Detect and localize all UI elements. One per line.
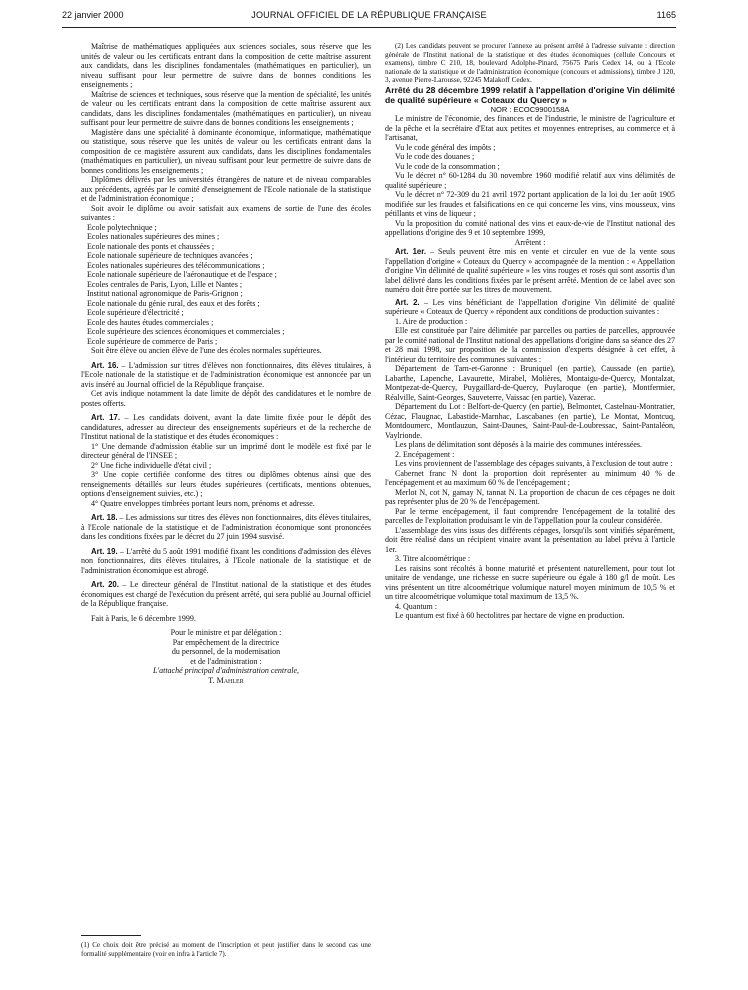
paragraph: Les vins proviennent de l'assemblage des cépages suivants, à l'exclusion de tout autre : (395, 459, 673, 469)
article-2: Art. 2. – Les vins bénéficiant de l'appellation d'origine Vin délimité de qualité supérieure « Coteaux de Quercy » répondent aux conditions de production suivantes : (385, 297, 675, 317)
list-item: Ecole polytechnique ; (87, 222, 157, 232)
signatory-name: T. Mahler (208, 675, 244, 685)
arretent-heading: Arrêtent : (514, 237, 546, 247)
paragraph: Soit être élève ou ancien élève de l'une des écoles normales supérieures. (91, 346, 322, 355)
article-label: Art. 20. (91, 580, 119, 589)
article-label: Art. 18. (91, 513, 118, 522)
signature-title: L'attaché principal d'administration centrale, (152, 666, 300, 675)
signature-line: Par empêchement de la directrice (172, 637, 280, 647)
note: (2) Les candidats peuvent se procurer l'annexe au présent arrêté à l'adresse suivante : direction générale de l'Institut national de la statistique et des études économiques (cellule Concours et examens), timbre C 210, 18, boulevard Adolphe-Pinard, 75675 Paris Cedex 14, ou à l'Ecole nationale de la statistique et de l'administration économique (concours et admissions), timbre J 120, 3, avenue Pierre-Larousse, 92245 Malakoff Cedex. (385, 42, 675, 85)
list-item: Ecole supérieure de commerce de Paris ; (87, 336, 218, 346)
paragraph: Vu le décret n° 60-1284 du 30 novembre 1960 modifié relatif aux vins délimités de qualité supérieure ; (385, 171, 675, 190)
paragraph: Cet avis indique notamment la date limite de dépôt des candidatures et le nombre de postes offerts. (81, 389, 371, 408)
article-1: Art. 1er. – Seuls peuvent être mis en vente et circuler en vue de la vente sous l'appellation d'origine « Coteaux du Quercy » accompagnée de la mention : « Appellation d'origine Vin délimité de qualité supérieure » les vins rouges et rosés qui sont assortis d'un label délivré dans les conditions fixées par le présent arrêté. Mention de ce label avec son numéro doit être portée sur les titres de mouvement. (385, 247, 675, 295)
page-header (62, 10, 676, 24)
list-item: Ecole nationale du génie rural, des eaux et des forêts ; (87, 298, 260, 308)
paragraph: Département du Lot : Belfort-de-Quercy (en partie), Belmontet, Castelnau-Montratier, Cézac, Flaugnac, Labastide-Marnhac, Lascabanes (en partie), Le Montat, Montcuq, Montdoumerc, Montlauzun, Saint-Daunes, Saint-Paul-de-Loubressac, Saint-Pantaléon, Vaylrionde. (385, 402, 675, 440)
footnote-rule (81, 935, 141, 936)
list-item: Ecole des hautes études commerciales ; (87, 317, 214, 327)
paragraph: Les raisins sont récoltés à bonne maturité et présentent naturellement, pour tout lot unitaire de vendange, une richesse en sucre supérieure ou égale à 180 g/l de moût. Les vins présentent un titre alcoométrique volumique naturel moyen minimum de 10,5 % et un titre alcoométrique volumique total maximum de 13,5 %. (385, 563, 675, 602)
paragraph: Elle est constituée par l'aire délimitée par parcelles ou parties de parcelles, approuvée par le comité national de l'Institut national des appellations d'origine dans sa séance des 27 et 28 mai 1998, sur proposition de la commission d'experts désignée à cet effet, à l'intérieur du territoire des communes suivantes : (385, 326, 675, 364)
left-column (81, 42, 371, 685)
list-item: Ecole nationale des ponts et chaussées ; (87, 241, 215, 251)
paragraph: 4° Quatre enveloppes timbrées portant leurs nom, prénoms et adresse. (91, 498, 315, 508)
article-20: Art. 20. – Le directeur général de l'Institut national de la statistique et des études économiques est chargé de l'exécution du présent arrêté, qui sera publié au Journal officiel de la République française. (81, 580, 372, 608)
paragraph: Par le terme encépagement, il faut comprendre l'encépagement de la totalité des parcelles de l'exploitation produisant le vin de l'appellation pour la couleur considérée. (385, 506, 675, 526)
paragraph: Vu le décret n° 72-309 du 21 avril 1972 portant application de la loi du 1er août 1905 modifiée sur les fraudes et falsifications en ce qui concerne les vins, vins mousseux, vins pétillants et vins de liqueur ; (385, 190, 675, 219)
section-heading: 2. Encépagement : (395, 449, 455, 459)
paragraph: 3° Une copie certifiée conforme des titres ou diplômes obtenus ainsi que des renseignements détaillés sur leurs études supérieures (certificats, mentions obtenues, options d'enseignement suivies, etc.) ; (81, 470, 371, 498)
paragraph: Vu le code des douanes ; (395, 152, 475, 162)
paragraph: Maîtrise de mathématiques appliquées aux sciences sociales, sous réserve que les unités de valeur ou les certificats entrant dans la composition de cette maîtrise assurent aux candidats, dans les disciplines fondamentales (mathématiques en particulier), un niveau suffisant pour leur permettre de suivre dans de bonnes conditions les enseignements ; (81, 42, 371, 89)
page-number: 1165 (656, 10, 676, 20)
list-item: Ecoles nationales supérieures des mines ; (87, 232, 220, 241)
paragraph: Soit avoir le diplôme ou avoir satisfait aux examens de sortie de l'une des écoles suivantes : (81, 203, 371, 222)
article-17: Art. 17. – Les candidats doivent, avant la date limite fixée pour le dépôt des candidatures, adresser au directeur des enseignements supérieurs et de la recherche de l'Institut national de la statistique et des études économiques : (81, 413, 371, 441)
paragraph: Département de Tarn-et-Garonne : Bruniquel (en partie), Caussade (en partie), Labarthe, Lapenche, Lavaurette, Mirabel, Molières, Montaigu-de-Quercy, Montalzat, Montpezat-de-Quercy, Puygaillard-de-Quercy, Puylaroque (en partie), Montfermier, Réalville, Saint-Georges, Sauveterre, Vaissac (en partie), Vazerac. (385, 364, 675, 402)
list-item: Ecoles nationales supérieures des télécommunications ; (87, 260, 265, 270)
signature-line: du personnel, de la modernisation (171, 647, 281, 656)
list-item: Ecole supérieure d'électricité ; (87, 308, 184, 317)
paragraph: Merlot N, cot N, gamay N, tannat N. La proportion de chacun de ces cépages ne doit pas représenter plus de 20 % de l'encépagement. (385, 487, 675, 507)
paragraph: Le ministre de l'économie, des finances et de l'industrie, le ministre de l'agriculture et de la pêche et la secrétaire d'Etat aux petites et moyennes entreprises, au commerce et à l'artisanat, (385, 114, 675, 143)
date-line: Fait à Paris, le 6 décembre 1999. (91, 613, 196, 623)
nor-reference: NOR : ECOC9900158A (490, 104, 570, 114)
schools-list (81, 223, 371, 347)
list-item: Ecole nationale supérieure de l'aéronautique et de l'espace ; (87, 270, 277, 279)
article-19: Art. 19. – L'arrêté du 5 août 1991 modifié fixant les conditions d'admission des élèves non fonctionnaires, dits élèves titulaires, à l'Ecole nationale de la statistique et de l'administration économique est abrogé. (81, 546, 372, 575)
paragraph: Magistère dans une spécialité à dominante économique, informatique, mathématique ou statistique, sous réserve que les unités de valeur ou les certificats entrant dans la composition de ce magistère assurent aux candidats, dans les disciplines fondamentales (mathématiques en particulier), un niveau suffisant pour leur permettre de suivre dans de bonnes conditions les enseignements ; (81, 127, 371, 175)
article-label: Art. 1er. (395, 247, 427, 257)
paragraph: Maîtrise de sciences et techniques, sous réserve que la mention de spécialité, les unités de valeur ou les certificats entrant dans la composition de cette maîtrise assurent aux candidats, dans les disciplines fondamentales (mathématiques en particulier), un niveau suffisant pour leur permettre de suivre dans de bonnes conditions les enseignements ; (81, 89, 371, 127)
paragraph: Vu le code général des impôts ; (395, 142, 496, 152)
article-18: Art. 18. – Les admissions sur titres des élèves non fonctionnaires, dits élèves titulaires, à l'Ecole nationale de la statistique et de l'administration économique sont prononcées dans les conditions fixées par le décret du 27 juin 1994 susvisé. (81, 513, 371, 541)
header-rule (62, 27, 676, 28)
article-label: Art. 2. (395, 297, 420, 307)
paragraph: Vu le code de la consommation ; (395, 161, 500, 171)
list-item: Ecoles centrales de Paris, Lyon, Lille et Nantes ; (87, 279, 243, 289)
paragraph: Vu la proposition du comité national des vins et eaux-de-vie de l'Institut national des appellations d'origine des 9 et 10 septembre 1999, (385, 218, 675, 238)
list-item: Ecole supérieure des sciences économiques et commerciales ; (87, 327, 285, 336)
list-item: Ecole nationale supérieure de techniques avancées ; (87, 251, 253, 260)
paragraph: 2° Une fiche individuelle d'état civil ; (91, 460, 212, 470)
signature-line: et de l'administration : (190, 656, 262, 666)
article-label: Art. 16. (91, 360, 119, 370)
article-label: Art. 17. (91, 413, 120, 422)
section-heading: 4. Quantum : (395, 601, 437, 611)
article-label: Art. 19. (91, 546, 118, 556)
section-heading: 1. Aire de production : (395, 316, 468, 326)
paragraph: Le quantum est fixé à 60 hectolitres par hectare de vigne en production. (395, 611, 625, 621)
header-date: 22 janvier 2000 (62, 10, 124, 20)
list-item: Institut national agronomique de Paris-Grignon ; (87, 289, 243, 298)
right-column (385, 42, 675, 621)
paragraph: L'assemblage des vins issus des différents cépages, lorsqu'ils sont vinifiés séparément, doit être réalisé dans un récipient vinaire avant la présentation au label prévu à l'article 1er. (385, 525, 675, 554)
paragraph: Diplômes délivrés par les universités étrangères de nature et de niveau comparables aux précédents, agréés par le comité d'enseignement de l'Ecole nationale de la statistique et de l'administration économique ; (81, 175, 371, 203)
section-heading: 3. Titre alcoométrique : (395, 554, 471, 564)
footnote: (1) Ce choix doit être précisé au moment de l'inscription et peut justifier dans le second cas une formalité supplémentaire (voir en infra à l'article 7). (81, 941, 371, 958)
paragraph: 1° Une demande d'admission établie sur un imprimé dont le modèle est fixé par le directeur général de l'INSEE ; (81, 441, 371, 460)
journal-title: JOURNAL OFFICIEL DE LA RÉPUBLIQUE FRANÇAISE (251, 10, 487, 20)
signature-line: Pour le ministre et par délégation : (170, 628, 282, 637)
paragraph: Les plans de délimitation sont déposés à la mairie des communes intéressées. (395, 440, 643, 450)
paragraph: Cabernet franc N dont la proportion doit représenter au minimum 40 % de l'encépagement et au maximum 60 % de l'encépagement ; (385, 468, 675, 488)
article-16: Art. 16. – L'admission sur titres d'élèves non fonctionnaires, dits élèves titulaires, à l'Ecole nationale de la statistique et de l'administration économique est annoncée par un avis inséré au Journal officiel de la République française. (81, 360, 372, 389)
arrete-title: Arrêté du 28 décembre 1999 relatif à l'appellation d'origine Vin délimité de qualité supérieure « Coteaux du Quercy » (385, 84, 675, 105)
